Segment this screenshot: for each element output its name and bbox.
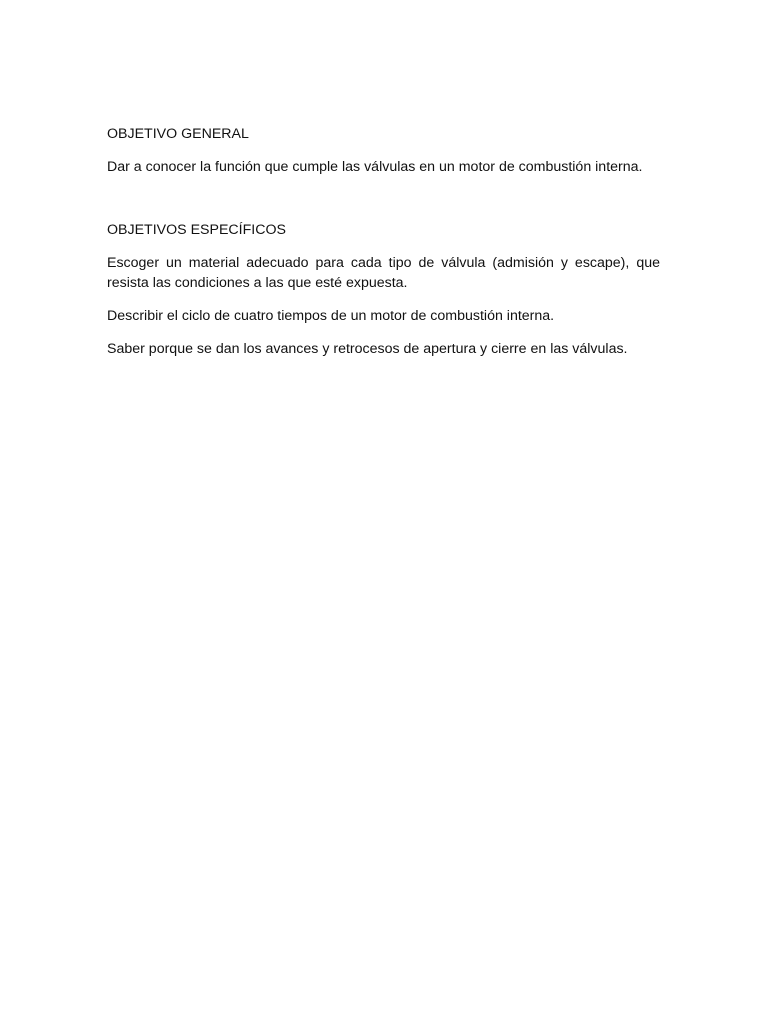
specific-objective-timing: Saber porque se dan los avances y retrocesos de apertura y cierre en las válvulas. bbox=[107, 341, 628, 357]
specific-objective-material: Escoger un material adecuado para cada tipo de válvula (admisión y escape), que resista las condiciones a las que esté expuesta. bbox=[107, 255, 660, 291]
general-objective-section bbox=[107, 124, 660, 177]
specific-objectives-section bbox=[107, 220, 660, 359]
specific-objective-cycle: Describir el ciclo de cuatro tiempos de un motor de combustión interna. bbox=[107, 308, 555, 324]
general-objective-heading: OBJETIVO GENERAL bbox=[107, 126, 249, 142]
specific-objectives-heading: OBJETIVOS ESPECÍFICOS bbox=[107, 222, 286, 238]
general-objective-paragraph: Dar a conocer la función que cumple las válvulas en un motor de combustión interna. bbox=[107, 159, 643, 175]
document-content bbox=[107, 124, 660, 359]
